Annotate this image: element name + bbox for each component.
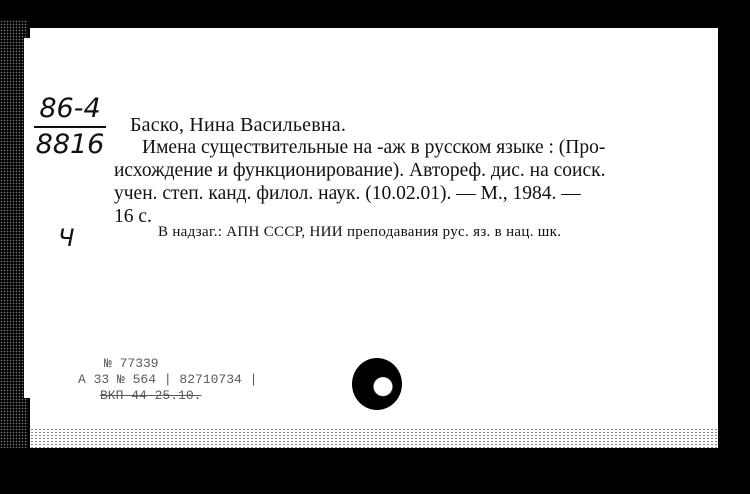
call-number-top: 86-4	[34, 94, 106, 128]
scan-noise-bottom	[30, 428, 718, 448]
scan-border-top	[0, 0, 750, 28]
scan-border-bottom	[0, 448, 750, 494]
description-line: 16 с.	[114, 206, 152, 227]
library-stamp	[78, 356, 257, 404]
call-number-bottom: 8816	[35, 129, 105, 160]
description-line: учен. степ. канд. филол. наук. (10.02.01). — М., 1984. —	[114, 183, 581, 204]
stamp-line: № 77339	[104, 356, 159, 371]
bibliographic-description	[114, 136, 694, 228]
call-number	[34, 94, 106, 160]
punch-hole	[352, 358, 402, 410]
handwritten-mark: Ч	[58, 224, 75, 252]
description-line: исхождение и функционирование). Автореф. дис. на соиск.	[114, 160, 606, 181]
stamp-line: ВКП 44 25.10.	[100, 388, 202, 403]
series-note: В надзаг.: АПН СССР, НИИ преподавания рус. яз. в нац. шк.	[158, 224, 562, 240]
description-line: Имена существительные на -аж в русском языке : (Про-	[142, 137, 606, 158]
author-heading: Баско, Нина Васильевна.	[130, 114, 347, 136]
catalog-card	[30, 28, 718, 448]
scan-border-right	[718, 0, 750, 494]
stamp-line: А 33 № 564 | 82710734 |	[78, 372, 258, 387]
